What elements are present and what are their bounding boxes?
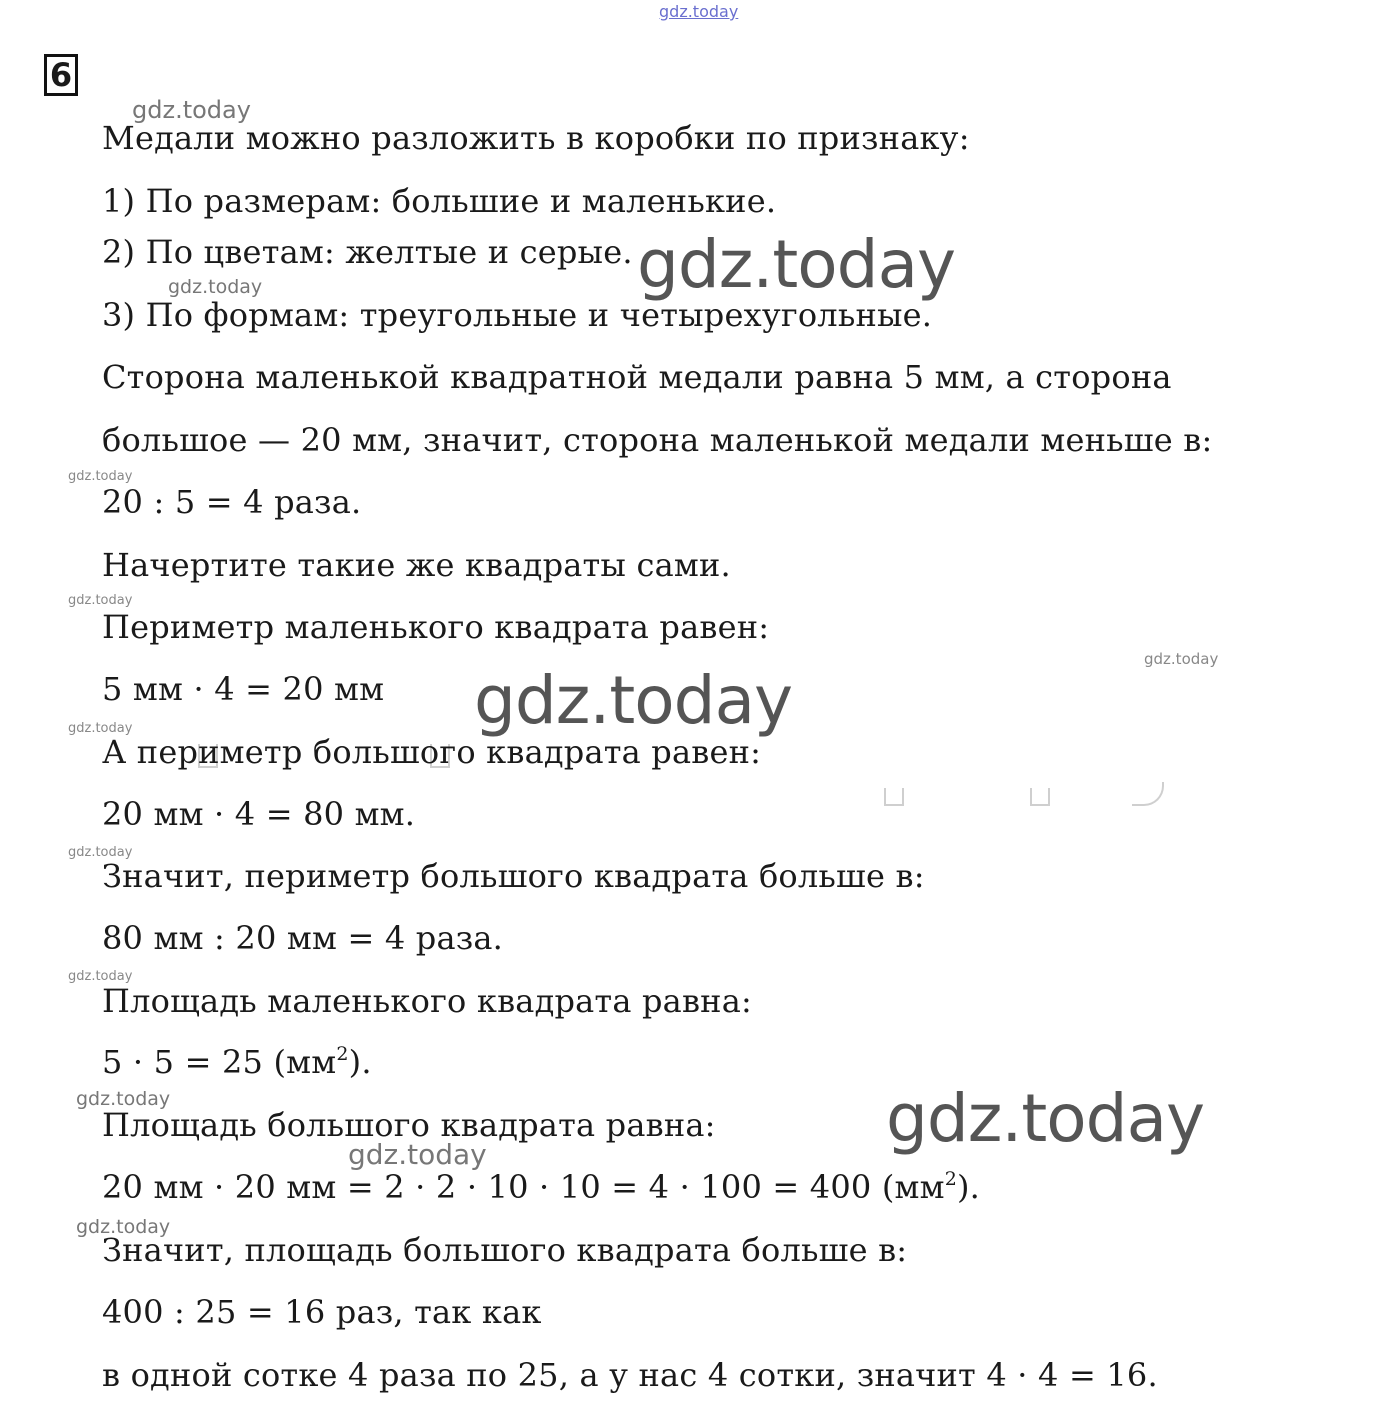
watermark-small: gdz.today bbox=[68, 721, 133, 736]
watermark-medium: gdz.today bbox=[132, 96, 251, 124]
ghost-mark bbox=[884, 788, 904, 806]
solution-line: Медали можно разложить в коробки по признаку: bbox=[102, 119, 970, 157]
solution-line: Периметр маленького квадрата равен: bbox=[102, 608, 770, 646]
solution-line: 5 мм · 4 = 20 мм bbox=[102, 670, 385, 708]
watermark-large: gdz.today bbox=[637, 226, 956, 303]
watermark-small: gdz.today bbox=[68, 845, 133, 860]
solution-line: 3) По формам: треугольные и четырехугольные. bbox=[102, 296, 933, 334]
solution-line-with-superscript bbox=[102, 1167, 980, 1207]
solution-line: Сторона маленькой квадратной медали равна 5 мм, а сторона bbox=[102, 358, 1172, 396]
solution-line: большое — 20 мм, значит, сторона маленькой медали меньше в: bbox=[102, 421, 1213, 459]
solution-line: 1) По размерам: большие и маленькие. bbox=[102, 182, 777, 220]
watermark-medium: gdz.today bbox=[76, 1088, 171, 1110]
solution-line: Площадь маленького квадрата равна: bbox=[102, 982, 752, 1020]
solution-line-with-superscript bbox=[102, 1042, 372, 1082]
watermark-small: gdz.today bbox=[68, 593, 133, 608]
solution-line: в одной сотке 4 раза по 25, а у нас 4 сотки, значит 4 · 4 = 16. bbox=[102, 1356, 1158, 1394]
solution-line: 80 мм : 20 мм = 4 раза. bbox=[102, 919, 504, 957]
solution-line: Значит, периметр большого квадрата больше в: bbox=[102, 857, 925, 895]
watermark-large: gdz.today bbox=[886, 1080, 1205, 1157]
watermark-small: gdz.today bbox=[68, 469, 133, 484]
watermark-small: gdz.today bbox=[68, 969, 133, 984]
ghost-mark bbox=[1030, 788, 1050, 806]
top-watermark-link[interactable]: gdz.today bbox=[659, 2, 739, 21]
solution-line: Площадь большого квадрата равна: bbox=[102, 1106, 716, 1144]
solution-line-text: 5 · 5 = 25 (мм bbox=[102, 1043, 337, 1081]
task-number-badge: 6 bbox=[44, 54, 78, 96]
solution-line: А периметр большого квадрата равен: bbox=[102, 733, 762, 771]
superscript: 2 bbox=[944, 1168, 957, 1190]
solution-line: Начертите такие же квадраты сами. bbox=[102, 546, 731, 584]
solution-line: 20 : 5 = 4 раза. bbox=[102, 483, 362, 521]
watermark-medium: gdz.today bbox=[168, 276, 263, 298]
solution-line: Значит, площадь большого квадрата больше в: bbox=[102, 1231, 908, 1269]
watermark-large: gdz.today bbox=[474, 662, 793, 739]
closing-text: ). bbox=[348, 1043, 372, 1081]
solution-line-text: 20 мм · 20 мм = 2 · 2 · 10 · 10 = 4 · 100 = 400 (мм bbox=[102, 1168, 945, 1206]
solution-line: 2) По цветам: желтые и серые. bbox=[102, 233, 633, 271]
ghost-mark bbox=[1132, 782, 1164, 806]
watermark-medium: gdz.today bbox=[348, 1138, 487, 1171]
solution-line: 400 : 25 = 16 раз, так как bbox=[102, 1293, 542, 1331]
closing-text: ). bbox=[957, 1168, 981, 1206]
superscript: 2 bbox=[336, 1043, 349, 1065]
watermark-small: gdz.today bbox=[1144, 650, 1219, 668]
solution-line: 20 мм · 4 = 80 мм. bbox=[102, 795, 416, 833]
watermark-medium: gdz.today bbox=[76, 1216, 171, 1238]
